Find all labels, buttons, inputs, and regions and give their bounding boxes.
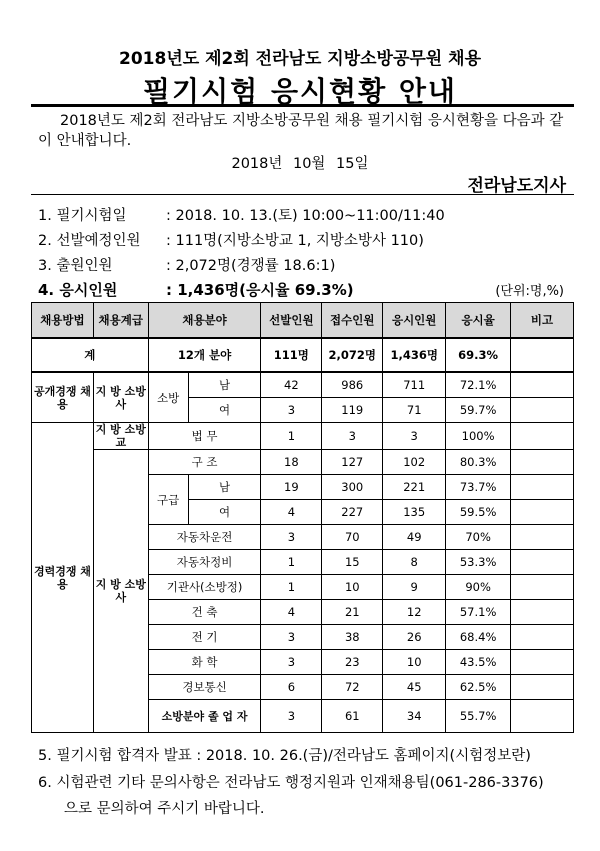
- table-row: 공개경쟁 채 용 지 방 소방사 소방 남 42 986 711 72.1%: [32, 372, 574, 398]
- info-planned: [38, 229, 424, 250]
- info-value: : 2,072명(경쟁률 18.6:1): [166, 258, 336, 274]
- info-takers: [38, 279, 354, 300]
- stats-table: [31, 302, 574, 733]
- info-value: : 111명(지방소방교 1, 지방소방사 110): [166, 233, 424, 249]
- title-line2: 필기시험 응시현황 안내: [143, 75, 457, 108]
- info-label: 3. 출원인원: [38, 258, 113, 274]
- table-row: 전 기 3 38 26 68.4%: [32, 625, 574, 650]
- table-row: 경보통신 6 72 45 62.5%: [32, 675, 574, 700]
- info-label: 1. 필기시험일: [38, 208, 127, 224]
- rank-cell: 지 방 소방사: [93, 450, 148, 733]
- footer-announcement: 5. 필기시험 합격자 발표 : 2018. 10. 26.(금)/전라남도 홈페이지(시험정보란): [38, 748, 531, 764]
- table-row: 소방분야 졸 업 자 3 61 34 55.7%: [32, 700, 574, 733]
- info-label: 2. 선발예정인원: [38, 233, 141, 249]
- rank-cell: 지 방 소방사: [93, 372, 148, 423]
- col-selected: 선발인원: [261, 303, 322, 339]
- issuing-org: 전라남도지사: [467, 176, 566, 196]
- table-row: 건 축 4 21 12 57.1%: [32, 600, 574, 625]
- rank-cell: 지 방 소방교: [93, 423, 148, 450]
- info-label: 4. 응시인원: [38, 281, 118, 299]
- table-row: 구급 남 19 300 221 73.7%: [32, 475, 574, 500]
- org-rule: [31, 194, 574, 195]
- col-rate: 응시율: [446, 303, 511, 339]
- intro-text: 2018년도 제2회 전라남도 지방소방공무원 채용 필기시험 응시현황을 다음과 같이 안내합니다.: [38, 113, 564, 149]
- info-exam-date: [38, 204, 445, 225]
- info-value: : 2018. 10. 13.(토) 10:00~11:00/11:40: [166, 208, 445, 224]
- table-header: [32, 303, 574, 339]
- total-row: 계 12개 분야 111명 2,072명 1,436명 69.3%: [32, 338, 574, 372]
- table-row: 화 학 3 23 10 43.5%: [32, 650, 574, 675]
- col-note: 비고: [511, 303, 574, 339]
- info-value: : 1,436명(응시율 69.3%): [166, 281, 354, 299]
- col-applied: 접수인원: [322, 303, 383, 339]
- col-rank: 채용계급: [93, 303, 148, 339]
- method-open: 공개경쟁 채 용: [32, 372, 94, 423]
- title-rule: [31, 104, 574, 107]
- unit-note: (단위:명,%): [495, 284, 564, 299]
- table-row: 여 3 119 71 59.7%: [32, 398, 574, 423]
- table-row: 지 방 소방사 구 조 18 127 102 80.3%: [32, 450, 574, 475]
- col-method: 채용방법: [32, 303, 94, 339]
- notice-date: 2018년 10월 15일: [231, 156, 369, 172]
- table-row: 경력경쟁 채 용 지 방 소방교 법 무 1 3 3 100%: [32, 423, 574, 450]
- table-row: 자동차운전 3 70 49 70%: [32, 525, 574, 550]
- col-taken: 응시인원: [383, 303, 446, 339]
- method-career: 경력경쟁 채 용: [32, 423, 94, 733]
- col-field: 채용분야: [148, 303, 261, 339]
- footer-inquiry-cont: 으로 문의하여 주시기 바랍니다.: [64, 801, 265, 817]
- info-applicants: [38, 254, 335, 275]
- table-row: 여 4 227 135 59.5%: [32, 500, 574, 525]
- footer-inquiry: 6. 시험관련 기타 문의사항은 전라남도 행정지원과 인재채용팀(061-286-3376): [38, 775, 544, 791]
- table-row: 자동차정비 1 15 8 53.3%: [32, 550, 574, 575]
- table-row: 기관사(소방정) 1 10 9 90%: [32, 575, 574, 600]
- title-line1: 2018년도 제2회 전라남도 지방소방공무원 채용: [119, 49, 481, 69]
